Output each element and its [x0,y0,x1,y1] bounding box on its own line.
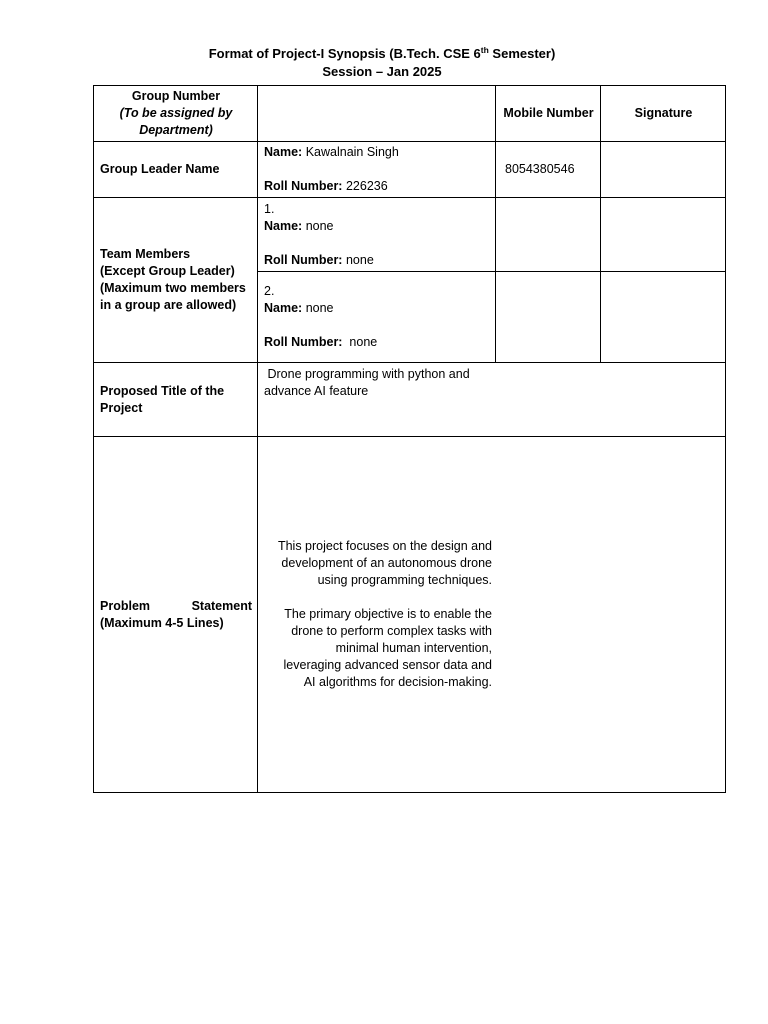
group-number-value-cell[interactable] [258,86,496,142]
member-1-roll-label: Roll Number: [264,252,343,267]
proposed-title-label-line-1: Proposed Title of the [100,383,225,398]
proposed-title-line-1: Drone programming with python and [264,367,470,381]
leader-name-value: Kawalnain Singh [302,145,399,159]
proposed-title-value [258,363,726,437]
member-1-details [258,198,496,272]
proposed-title-label-line-2: Project [100,400,143,415]
spacer [264,589,492,606]
problem-p2-line-2: drone to perform complex tasks with [291,624,492,638]
team-label-line-3: (Maximum two members [100,281,246,295]
group-number-cell [94,86,258,142]
mobile-number-header: Mobile Number [496,86,601,142]
group-leader-label: Group Leader Name [94,142,258,198]
member-1-name-line [264,218,490,235]
member-2-name-label: Name: [264,301,303,315]
group-number-label: Group Number [131,89,221,103]
group-number-note-1: (To be assigned by [119,106,233,120]
team-label-line-1: Team Members [100,247,191,261]
signature-header: Signature [601,86,726,142]
title-superscript: th [480,45,489,55]
member-1-roll-value: none [342,252,374,267]
leader-mobile-number: 8054380546 [496,142,601,198]
member-2-index: 2. [264,284,275,298]
member-2-details [258,272,496,363]
title-line-1 [0,45,764,63]
proposed-title-row [94,363,726,437]
title-session: Session – Jan 2025 [322,64,442,79]
member-1-name-label: Name: [264,218,303,233]
problem-p2-line-5: AI algorithms for decision-making. [303,675,492,689]
proposed-title-line-2: advance AI feature [264,384,369,398]
problem-statement-label-line-2: (Maximum 4-5 Lines) [100,615,224,630]
problem-statement-label [94,437,258,793]
member-2-roll-line [264,334,490,351]
member-2-mobile-cell[interactable] [496,272,601,363]
document-title [0,45,764,81]
problem-p1-line-3: using programming techniques. [317,573,492,587]
member-2-signature-cell[interactable] [601,272,726,363]
member-1-index: 1. [264,201,275,216]
title-main: Format of Project-I Synopsis (B.Tech. CSE 6 [208,46,481,61]
leader-roll-value: 226236 [342,179,388,193]
member-1-name-value: none [302,218,334,233]
problem-p2-line-1: The primary objective is to enable the [284,607,492,621]
team-member-row-1 [94,198,726,272]
title-tail: Semester) [488,46,556,61]
member-2-name-value: none [302,301,334,315]
team-label-line-4: in a group are allowed) [100,298,237,312]
spacer [264,317,490,334]
group-leader-row [94,142,726,198]
synopsis-table [93,85,726,793]
leader-roll-label: Roll Number: [264,179,343,193]
table-header-row [94,86,726,142]
spacer [264,161,490,178]
problem-statement-text [258,437,726,793]
problem-p1-line-2: development of an autonomous drone [281,556,492,570]
proposed-title-label [94,363,258,437]
problem-statement-row [94,437,726,793]
leader-signature-cell[interactable] [601,142,726,198]
member-2-roll-label: Roll Number: [264,335,343,349]
group-number-note-2: Department) [139,123,213,137]
member-2-name-line [264,300,490,317]
team-members-label [94,198,258,363]
member-2-roll-value: none [342,335,378,349]
problem-p2-line-4: leveraging advanced sensor data and [283,658,492,672]
team-label-line-2: (Except Group Leader) [100,264,235,278]
group-leader-details [258,142,496,198]
spacer [264,235,490,252]
leader-roll-line [264,178,490,195]
problem-p2-line-3: minimal human intervention, [335,641,492,655]
leader-name-label: Name: [264,145,303,159]
member-1-roll-line [264,252,490,269]
problem-p1-line-1: This project focuses on the design and [277,539,492,553]
problem-statement-label-line-1: Problem Statement [100,598,252,613]
member-1-mobile-cell[interactable] [496,198,601,272]
leader-name-line [264,144,490,161]
member-1-signature-cell[interactable] [601,198,726,272]
